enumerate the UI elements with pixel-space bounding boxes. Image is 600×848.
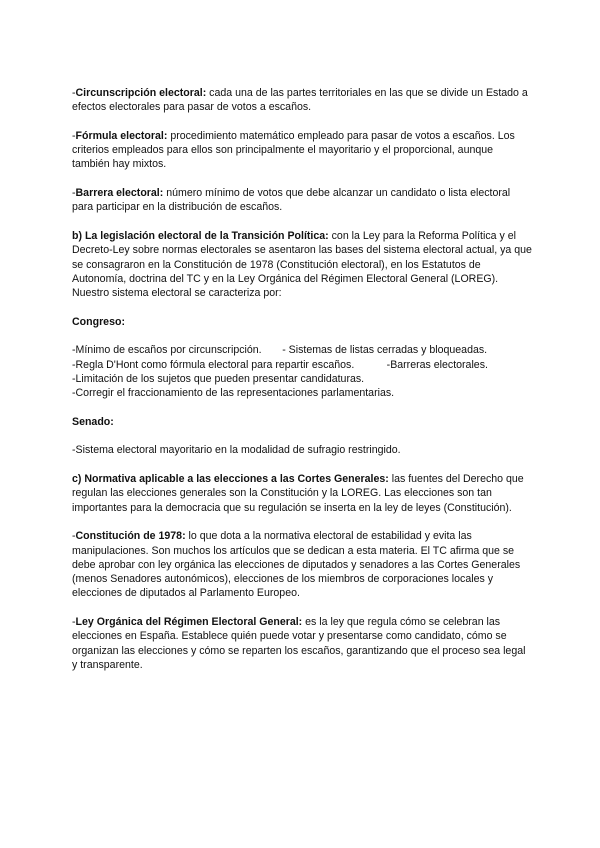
senado-list: [72, 443, 532, 457]
definition-term: Fórmula electoral:: [75, 129, 168, 142]
definition-circunscripcion: [72, 86, 532, 115]
congreso-list: [72, 343, 532, 400]
document-body: [72, 86, 532, 686]
list-item: -Regla D'Hont como fórmula electoral para repartir escaños. -Barreras electorales.: [72, 358, 488, 371]
section-b-title: b) La legislación electoral de la Transición Política:: [72, 229, 329, 242]
list-item: -Sistema electoral mayoritario en la modalidad de sufragio restringido.: [72, 444, 401, 457]
definition-prefix: -: [72, 129, 76, 142]
list-item: -Mínimo de escaños por circunscripción. - Sistemas de listas cerradas y bloqueadas.: [72, 344, 488, 357]
constitucion-text: lo que dota a la normativa electoral de estabilidad y evita las manipulaciones. Son muchos los artículos que se dedican a esta materia. El TC afirma que se debe aprobar con ley orgánica las elecciones de diputados y senadores a las Cortes Generales (menos Senadores autonómicos), elecciones de los miembros de corporaciones locales y elecciones de diputados al Parlamento Europeo.: [72, 530, 521, 600]
definition-term: Circunscripción electoral:: [75, 87, 207, 99]
loreg-paragraph: [72, 615, 532, 672]
constitucion-term: Constitución de 1978:: [75, 530, 186, 543]
section-c-title: c) Normativa aplicable a las elecciones a las Cortes Generales:: [72, 473, 389, 486]
definition-term: Barrera electoral:: [75, 187, 164, 200]
congreso-heading: Congreso:: [72, 315, 125, 328]
definition-text: número mínimo de votos que debe alcanzar un candidato o lista electoral para participar en la distribución de escaños.: [72, 187, 511, 214]
loreg-text: es la ley que regula cómo se celebran las elecciones en España. Establece quién puede votar y presentarse como candidato, cómo se organizan las elecciones y cómo se reparten los escaños, garantizando que el proceso sea legal y transparente.: [72, 615, 526, 671]
definition-prefix: -: [72, 87, 76, 99]
definition-formula: [72, 129, 532, 172]
loreg-term: Ley Orgánica del Régimen Electoral General:: [75, 615, 303, 628]
definition-text: procedimiento matemático empleado para pasar de votos a escaños. Los criterios empleados para ellos son principalmente el mayoritario y el proporcional, aunque también hay mixtos.: [72, 129, 515, 171]
definition-barrera: [72, 186, 532, 215]
definition-prefix: -: [72, 530, 76, 543]
definition-text: cada una de las partes territoriales en las que se divide un Estado a efectos electorales para pasar de votos a escaños.: [72, 87, 528, 114]
definition-prefix: -: [72, 187, 76, 200]
constitucion-paragraph: [72, 529, 532, 600]
section-c-text: las fuentes del Derecho que regulan las elecciones generales son la Constitución y la LOREG. Las elecciones son tan importantes para la democracia que su regulación se inserta en la ley de leyes (Constitución).: [72, 473, 524, 514]
list-item: -Limitación de los sujetos que pueden presentar candidaturas.: [72, 372, 365, 385]
definition-prefix: -: [72, 615, 76, 628]
section-b-paragraph: [72, 229, 532, 300]
senado-heading: Senado:: [72, 415, 114, 428]
section-c-paragraph: [72, 472, 532, 515]
list-item: -Corregir el fraccionamiento de las representaciones parlamentarias.: [72, 387, 395, 400]
section-b-text: con la Ley para la Reforma Política y el Decreto-Ley sobre normas electorales se asentaron las bases del sistema electoral actual, ya que se consagraron en la Constitución de 1978 (Constitución electoral), en los Estatutos de Autonomía, doctrina del TC y en la Ley Orgánica del Régimen Electoral General (LOREG). Nuestro sistema electoral se caracteriza por:: [72, 229, 532, 300]
